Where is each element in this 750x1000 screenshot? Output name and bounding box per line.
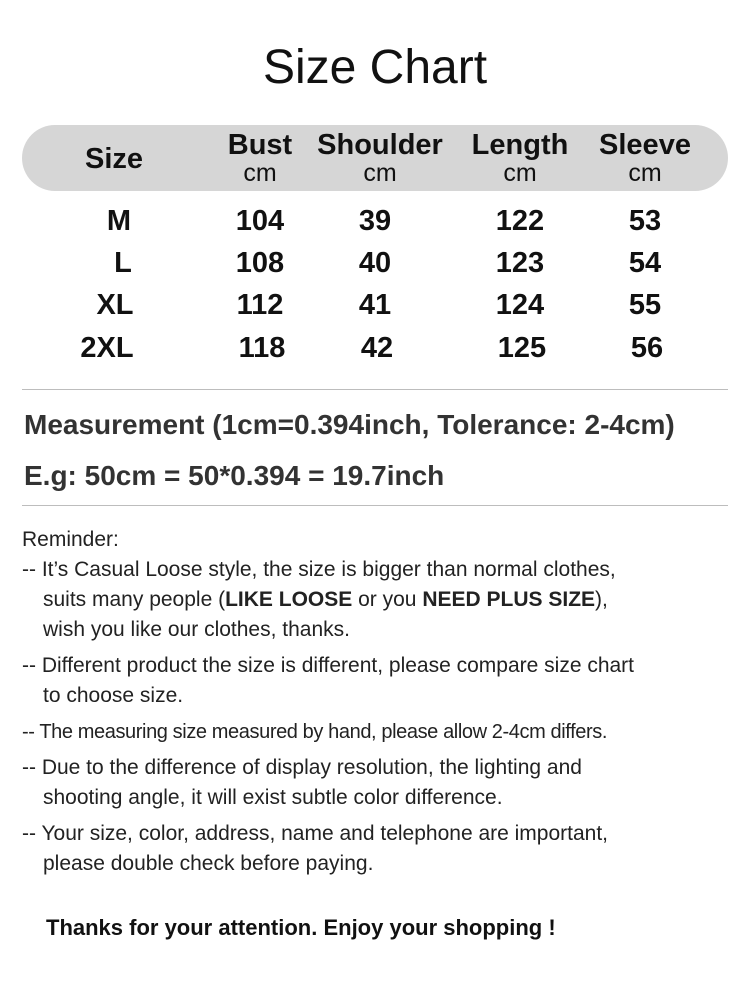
reminder-note: -- The measuring size measured by hand, please allow 2-4cm differs. <box>22 721 607 743</box>
bust-cell: 108 <box>235 247 285 279</box>
note-text: or you <box>352 588 423 611</box>
reminder-note: -- It’s Casual Loose style, the size is bigger than normal clothes, <box>22 558 616 581</box>
column-name: Bust <box>227 129 293 161</box>
table-row <box>0 205 750 245</box>
reminder-note-line: wish you like our clothes, thanks. <box>43 618 350 641</box>
sleeve-cell: 55 <box>628 289 662 321</box>
measurement-note: Measurement (1cm=0.394inch, Tolerance: 2-4cm) <box>24 409 675 440</box>
table-row <box>0 289 750 329</box>
size-column-header: Size <box>85 143 144 175</box>
length-cell: 125 <box>497 332 547 364</box>
column-name: Sleeve <box>599 129 691 161</box>
length-cell: 122 <box>495 205 545 237</box>
table-row <box>0 332 750 372</box>
reminder-section <box>22 525 737 879</box>
note-text: ), <box>595 588 608 611</box>
table-row <box>0 247 750 287</box>
length-cell: 123 <box>495 247 545 279</box>
column-header-shoulder <box>310 130 450 186</box>
thanks-message: Thanks for your attention. Enjoy your shopping ! <box>46 915 556 940</box>
note-text: suits many people ( <box>43 588 226 611</box>
shoulder-cell: 42 <box>360 332 394 364</box>
column-header-length <box>465 130 575 186</box>
column-name: Length <box>471 129 569 161</box>
size-cell: XL <box>96 289 134 321</box>
size-cell: L <box>114 247 132 279</box>
sleeve-cell: 56 <box>630 332 664 364</box>
reminder-note: -- Different product the size is different, please compare size chart <box>22 654 635 677</box>
column-unit: cm <box>363 159 397 187</box>
reminder-note-line: to choose size. <box>43 684 184 707</box>
reminder-note-line: shooting angle, it will exist subtle color difference. <box>43 786 503 809</box>
note-emphasis: NEED PLUS SIZE <box>422 588 596 611</box>
column-header-sleeve <box>590 130 700 186</box>
reminder-note: -- Your size, color, address, name and telephone are important, <box>22 822 609 845</box>
reminder-note: -- Due to the difference of display resolution, the lighting and <box>22 756 582 779</box>
reminder-note-line: please double check before paying. <box>43 852 374 875</box>
column-name: Shoulder <box>317 129 443 161</box>
shoulder-cell: 40 <box>358 247 392 279</box>
shoulder-cell: 39 <box>358 205 392 237</box>
page-title: Size Chart <box>262 41 488 94</box>
divider <box>22 389 728 390</box>
column-header-bust <box>205 130 315 186</box>
length-cell: 124 <box>495 289 545 321</box>
column-unit: cm <box>628 159 662 187</box>
shoulder-cell: 41 <box>358 289 392 321</box>
column-unit: cm <box>503 159 537 187</box>
bust-cell: 112 <box>236 289 284 321</box>
divider <box>22 505 728 506</box>
bust-cell: 118 <box>238 332 286 364</box>
column-unit: cm <box>243 159 277 187</box>
bust-cell: 104 <box>235 205 285 237</box>
sleeve-cell: 54 <box>628 247 662 279</box>
reminder-heading: Reminder: <box>22 528 119 551</box>
size-cell: 2XL <box>80 332 134 364</box>
reminder-note-line <box>22 585 737 615</box>
size-cell: M <box>106 205 132 237</box>
measurement-example: E.g: 50cm = 50*0.394 = 19.7inch <box>24 460 445 491</box>
sleeve-cell: 53 <box>628 205 662 237</box>
note-emphasis: LIKE LOOSE <box>225 588 353 611</box>
